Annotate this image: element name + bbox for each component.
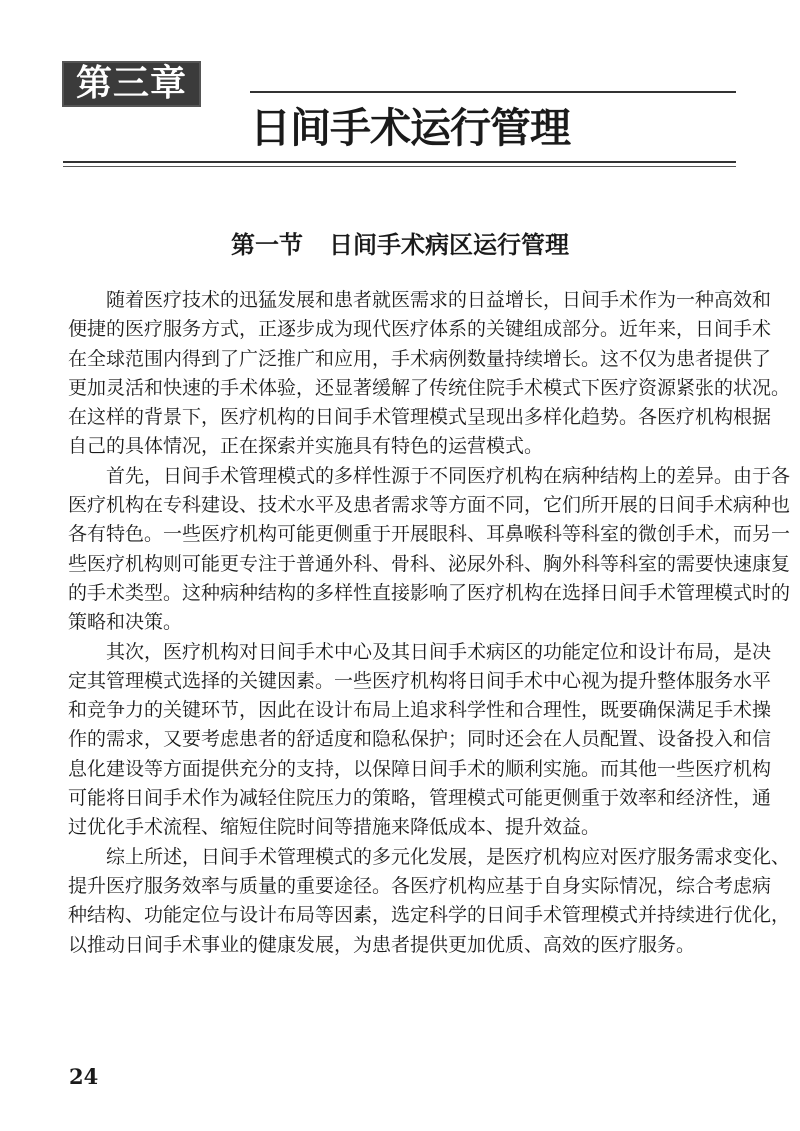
text-line: 定其管理模式选择的关键因素。一些医疗机构将日间手术中心视为提升整体服务水平 <box>68 669 772 692</box>
text-line: 和竞争力的关键环节，因此在设计布局上追求科学性和合理性，既要确保满足手术操 <box>68 699 772 722</box>
text-line: 息化建设等方面提供充分的支持，以保障日间手术的顺利实施。而其他一些医疗机构 <box>68 757 772 780</box>
text-line: 自己的具体情况，正在探索并实施具有特色的运营模式。 <box>68 435 544 458</box>
section-title: 日间手术病区运行管理 <box>329 230 569 259</box>
section-heading <box>0 228 800 262</box>
text-line: 的手术类型。这种病种结构的多样性直接影响了医疗机构在选择日间手术管理模式时的 <box>68 581 791 604</box>
paragraph <box>68 638 772 843</box>
text-line: 首先，日间手术管理模式的多样性源于不同医疗机构在病种结构上的差异。由于各 <box>106 464 791 487</box>
text-line: 策略和决策。 <box>68 611 183 634</box>
text-line: 以推动日间手术事业的健康发展，为患者提供更加优质、高效的医疗服务。 <box>68 933 696 956</box>
text-line: 便捷的医疗服务方式，正逐步成为现代医疗体系的关键组成部分。近年来，日间手术 <box>68 318 772 341</box>
chapter-title: 日间手术运行管理 <box>250 104 570 152</box>
text-line: 更加灵活和快速的手术体验，还显著缓解了传统住院手术模式下医疗资源紧张的状况。 <box>68 376 791 399</box>
text-line: 综上所述，日间手术管理模式的多元化发展，是医疗机构应对医疗服务需求变化、 <box>106 845 791 868</box>
body-text <box>68 286 791 960</box>
text-line: 种结构、功能定位与设计布局等因素，选定科学的日间手术管理模式并持续进行优化， <box>68 904 791 927</box>
text-line: 其次，医疗机构对日间手术中心及其日间手术病区的功能定位和设计布局，是决 <box>106 640 772 663</box>
header-rule <box>250 91 736 93</box>
text-line: 作的需求，又要考虑患者的舒适度和隐私保护；同时还会在人员配置、设备投入和信 <box>68 728 772 751</box>
text-line: 在这样的背景下，医疗机构的日间手术管理模式呈现出多样化趋势。各医疗机构根据 <box>68 406 772 429</box>
text-line: 些医疗机构则可能更专注于普通外科、骨科、泌尿外科、胸外科等科室的需要快速康复 <box>68 552 791 575</box>
text-line: 医疗机构在专科建设、技术水平及患者需求等方面不同，它们所开展的日间手术病种也 <box>68 494 791 517</box>
text-line: 过优化手术流程、缩短住院时间等措施来降低成本、提升效益。 <box>68 816 601 839</box>
chapter-label: 第三章 <box>62 61 201 107</box>
text-line: 各有特色。一些医疗机构可能更侧重于开展眼科、耳鼻喉科等科室的微创手术，而另一 <box>68 523 791 546</box>
paragraph <box>68 286 791 462</box>
paragraph <box>68 462 791 638</box>
page-number: 24 <box>69 1064 99 1089</box>
section-number: 第一节 <box>231 230 303 259</box>
text-line: 在全球范围内得到了广泛推广和应用，手术病例数量持续增长。这不仅为患者提供了 <box>68 347 772 370</box>
header-double-rule <box>63 161 736 167</box>
text-line: 提升医疗服务效率与质量的重要途径。各医疗机构应基于自身实际情况，综合考虑病 <box>68 874 772 897</box>
paragraph <box>68 843 791 960</box>
text-line: 可能将日间手术作为减轻住院压力的策略，管理模式可能更侧重于效率和经济性，通 <box>68 787 772 810</box>
text-line: 随着医疗技术的迅猛发展和患者就医需求的日益增长，日间手术作为一种高效和 <box>106 289 772 311</box>
